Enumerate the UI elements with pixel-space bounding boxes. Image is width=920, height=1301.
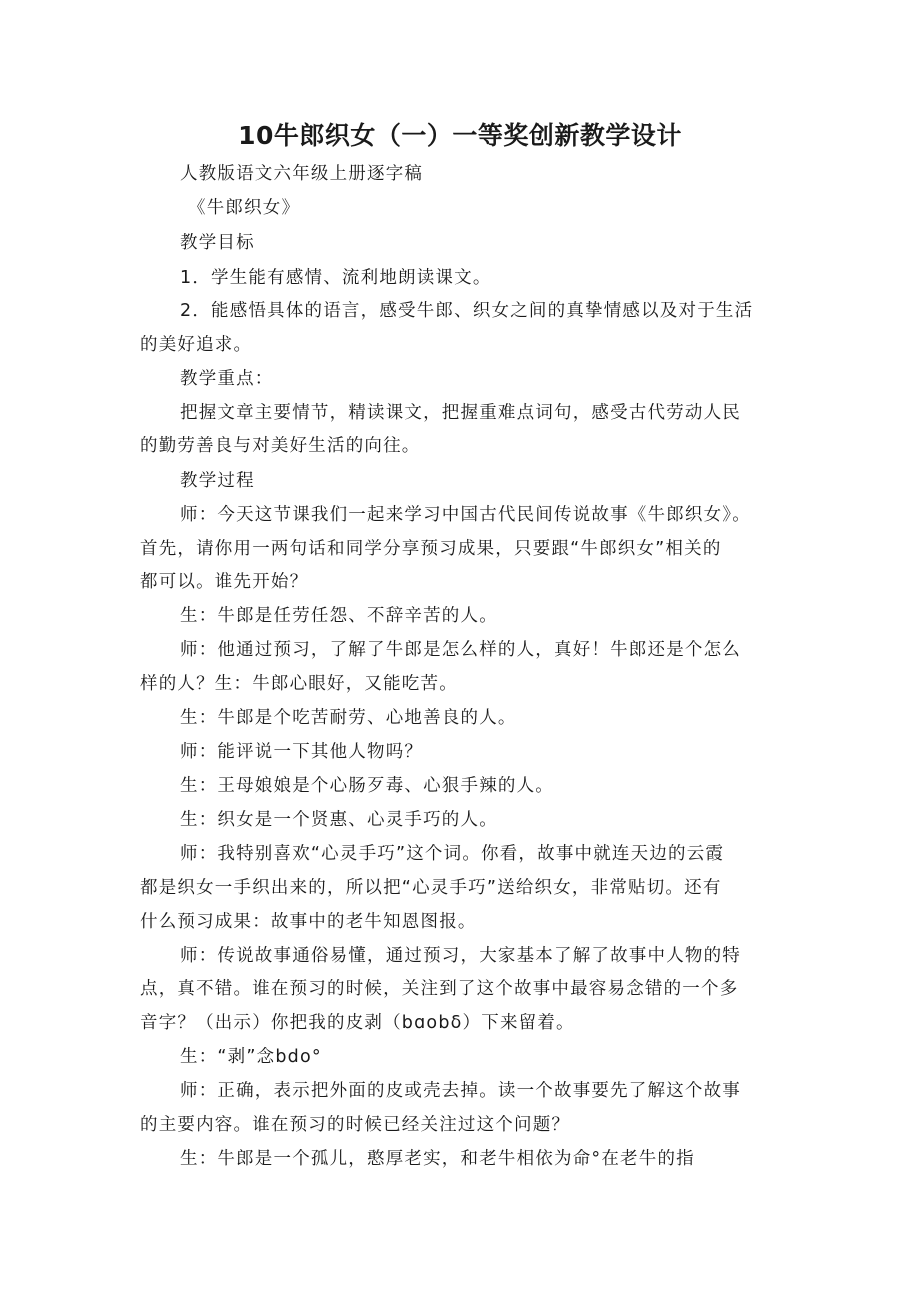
text-line: 把握文章主要情节，精读课文，把握重难点词句，感受古代劳动人民 [180, 403, 741, 423]
text-line: 教学过程 [180, 471, 255, 491]
text-line: 人教版语文六年级上册逐字稿 [180, 164, 424, 184]
text-line: 师：今天这节课我们一起来学习中国古代民间传说故事《牛郎织女》。 [180, 505, 751, 525]
text-line: 样的人？生：牛郎心眼好，又能吃苦。 [140, 674, 458, 694]
text-line: 都可以。谁先开始？ [140, 572, 309, 592]
text-line: 生：织女是一个贤惠、心灵手巧的人。 [180, 810, 498, 830]
text-line: 的美好追求。 [140, 335, 253, 355]
text-line: 师：能评说一下其他人物吗？ [180, 742, 424, 762]
text-line: 生：牛郎是一个孤儿，憨厚老实，和老牛相依为命°在老牛的指 [180, 1149, 695, 1169]
text-line: 师：我特别喜欢“心灵手巧”这个词。你看，故事中就连天边的云霞 [180, 844, 725, 864]
text-line: 师：他通过预习，了解了牛郎是怎么样的人，真好！牛郎还是个怎么 [180, 640, 741, 660]
document-title: 10牛郎织女（一）一等奖创新教学设计 [238, 121, 682, 150]
text-line: 生：“剥”念bdo° [180, 1047, 322, 1067]
text-line: 的勤劳善良与对美好生活的向往。 [140, 436, 421, 456]
text-line: 什么预习成果：故事中的老牛知恩图报。 [140, 912, 477, 932]
text-line: 首先，请你用一两句话和同学分享预习成果，只要跟“牛郎织女”相关的 [140, 539, 722, 559]
text-line: 的主要内容。谁在预习的时候已经关注过这个问题？ [140, 1115, 571, 1135]
text-line: 生：牛郎是个吃苦耐劳、心地善良的人。 [180, 708, 517, 728]
text-line: 2．能感悟具体的语言，感受牛郎、织女之间的真挚情感以及对于生活 [180, 301, 754, 321]
text-line: 音字？（出示）你把我的皮剥（bɑobδ）下来留着。 [140, 1013, 575, 1033]
text-line: 生：王母娘娘是个心肠歹毒、心狠手辣的人。 [180, 776, 554, 796]
text-line: 《牛郎织女》 [188, 198, 301, 218]
text-line: 教学目标 [180, 233, 255, 253]
text-line: 教学重点： [180, 369, 274, 389]
text-line: 生：牛郎是任劳任怨、不辞辛苦的人。 [180, 606, 498, 626]
text-line: 1．学生能有感情、流利地朗读课文。 [180, 268, 492, 288]
text-line: 师：正确，表示把外面的皮或壳去掉。读一个故事要先了解这个故事 [180, 1081, 741, 1101]
text-line: 都是织女一手织出来的，所以把“心灵手巧”送给织女，非常贴切。还有 [140, 878, 722, 898]
text-line: 师：传说故事通俗易懂，通过预习，大家基本了解了故事中人物的特 [180, 946, 741, 966]
text-line: 点，真不错。谁在预习的时候，关注到了这个故事中最容易念错的一个多 [140, 979, 739, 999]
